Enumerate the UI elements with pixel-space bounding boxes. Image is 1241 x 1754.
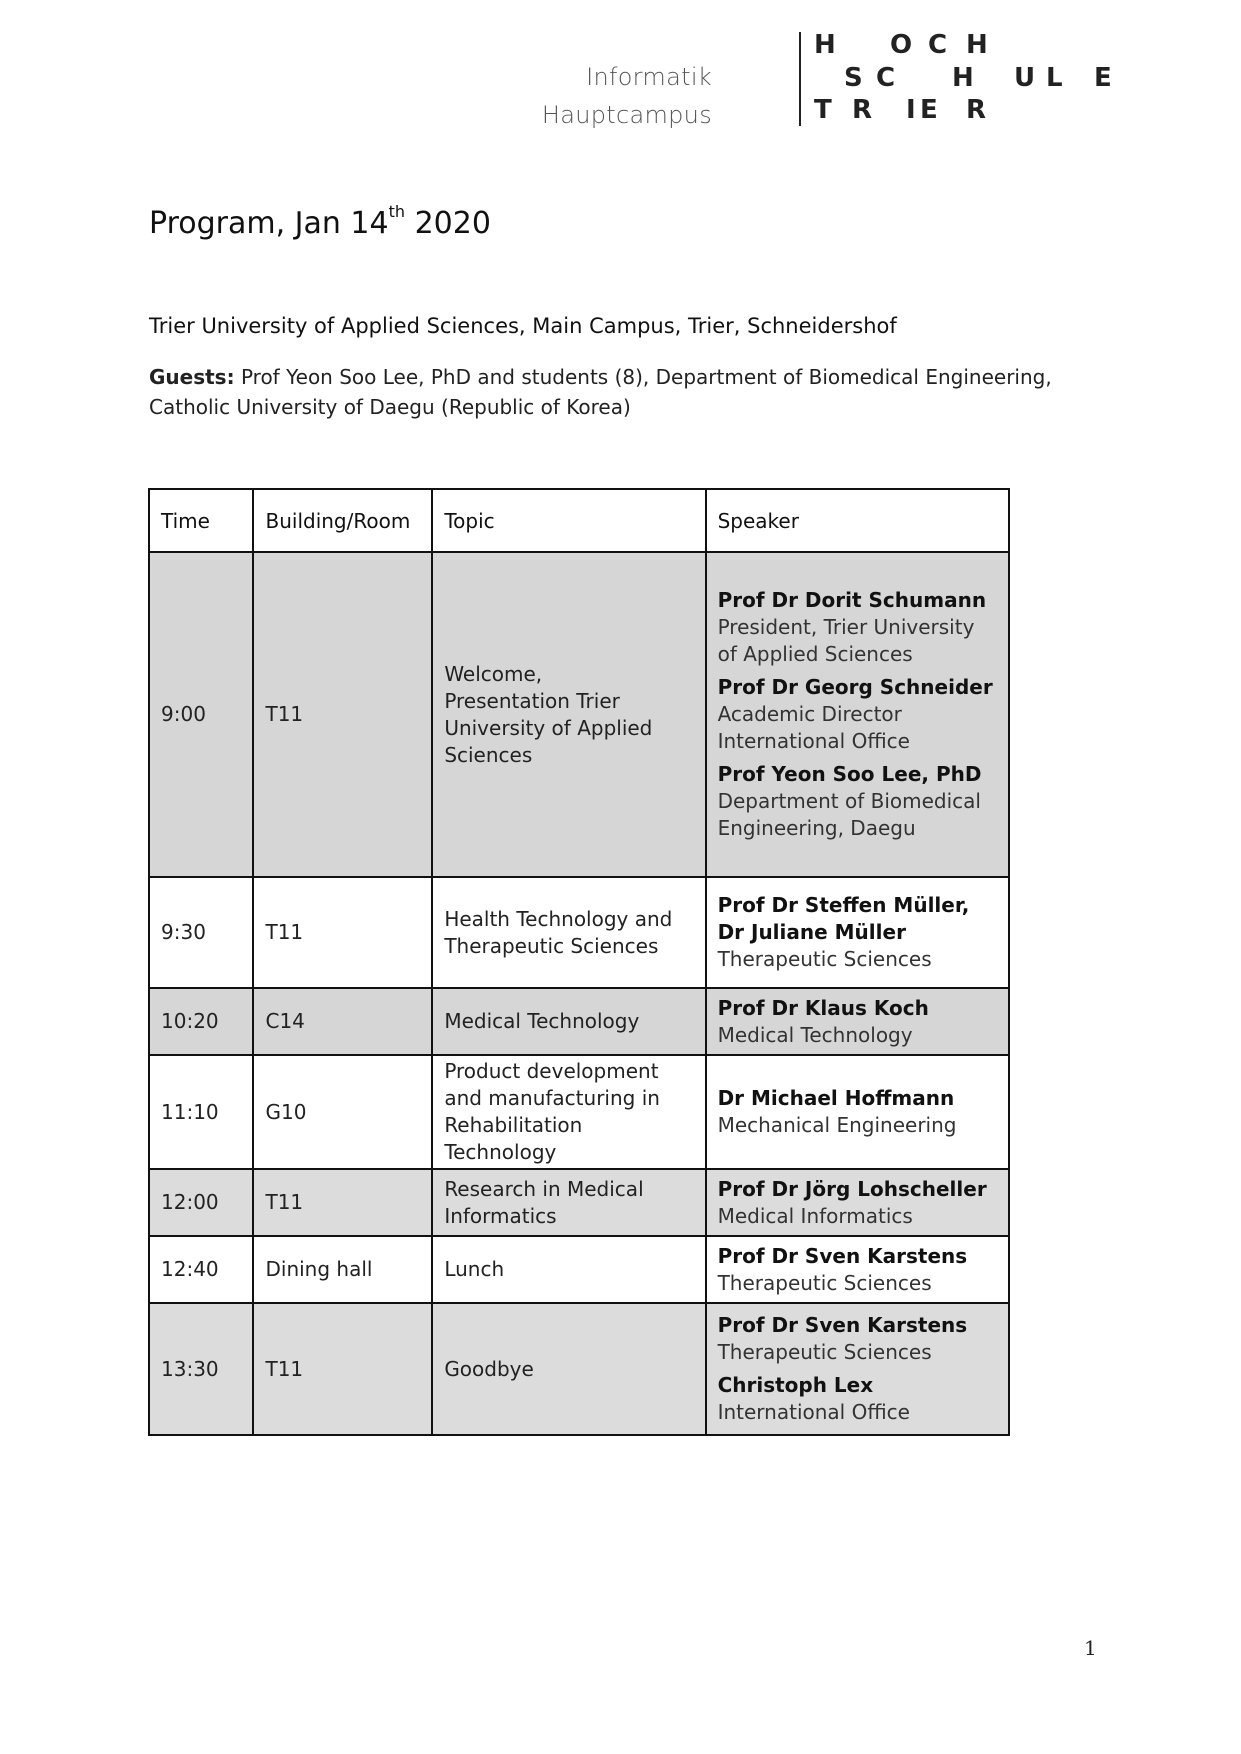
logo-row-3: T R I E R <box>814 95 987 125</box>
time-cell: 9:00 <box>149 552 253 877</box>
logo-row-2: S C H U L E <box>844 63 1112 93</box>
table-row <box>149 1169 1009 1236</box>
column-header-time: Time <box>149 489 253 552</box>
logo-row-1: H O C H <box>814 30 988 60</box>
guests-text: Prof Yeon Soo Lee, PhD and students (8), Department of Biomedical Engineering, Catholic University of Daegu (Republic of Korea) <box>149 365 1052 419</box>
speaker-cell <box>706 1055 1009 1169</box>
room-cell: Dining hall <box>253 1236 432 1303</box>
speaker-name: Christoph Lex <box>717 1373 874 1397</box>
room-cell: T11 <box>253 1169 432 1236</box>
title-superscript: th <box>388 202 406 221</box>
room-cell: T11 <box>253 1303 432 1435</box>
table-row <box>149 552 1009 877</box>
column-header-speaker: Speaker <box>706 489 1009 552</box>
time-cell: 12:00 <box>149 1169 253 1236</box>
program-table <box>148 488 1010 1436</box>
speaker-role: Mechanical Engineering <box>717 1113 957 1137</box>
speaker-name: Prof Dr Sven Karstens <box>717 1313 968 1337</box>
speaker-name: Prof Dr Dorit Schumann <box>717 588 987 612</box>
time-cell: 13:30 <box>149 1303 253 1435</box>
time-cell: 12:40 <box>149 1236 253 1303</box>
department-label: Informatik <box>586 63 712 91</box>
table-row <box>149 877 1009 988</box>
time-cell: 9:30 <box>149 877 253 988</box>
speaker-cell <box>706 988 1009 1055</box>
page-title <box>149 202 491 241</box>
speaker-name: Dr Michael Hoffmann <box>717 1086 955 1110</box>
table-row <box>149 1303 1009 1435</box>
title-text: Program, Jan 14 <box>149 206 389 241</box>
room-cell: C14 <box>253 988 432 1055</box>
page-number: 1 <box>1084 1636 1097 1660</box>
speaker-name: Prof Yeon Soo Lee, PhD <box>717 762 982 786</box>
time-cell: 10:20 <box>149 988 253 1055</box>
speaker-role: Medical Informatics <box>717 1203 913 1228</box>
hochschule-trier-logo <box>814 30 1114 130</box>
table-row <box>149 1055 1009 1169</box>
speaker-role: Academic Director International Office <box>717 702 910 753</box>
time-cell: 11:10 <box>149 1055 253 1169</box>
speaker-role: Medical Technology <box>717 1022 913 1047</box>
topic-cell: Health Technology and Therapeutic Sciences <box>432 877 705 988</box>
speaker-role: Therapeutic Sciences <box>717 1340 932 1364</box>
guests-label: Guests: <box>149 365 235 389</box>
table-header-row <box>149 489 1009 552</box>
speaker-cell <box>706 1236 1009 1303</box>
column-header-topic: Topic <box>432 489 705 552</box>
speaker-cell <box>706 552 1009 877</box>
speaker-role: Department of Biomedical Engineering, Daegu <box>717 789 981 840</box>
speaker-cell <box>706 1303 1009 1435</box>
speaker-role: International Office <box>717 1400 910 1424</box>
topic-cell: Welcome, Presentation Trier University of Applied Sciences <box>432 552 705 877</box>
speaker-role: President, Trier University of Applied Sciences <box>717 615 975 666</box>
table-row <box>149 988 1009 1055</box>
speaker-cell <box>706 1169 1009 1236</box>
topic-cell: Lunch <box>432 1236 705 1303</box>
location-line: Trier University of Applied Sciences, Main Campus, Trier, Schneidershof <box>149 314 897 338</box>
topic-cell: Medical Technology <box>432 988 705 1055</box>
guests-paragraph <box>149 362 1109 422</box>
topic-cell: Product development and manufacturing in Rehabilitation Technology <box>432 1055 705 1169</box>
institution-header <box>542 58 712 134</box>
column-header-room: Building/Room <box>253 489 432 552</box>
speaker-name: Prof Dr Steffen Müller, Dr Juliane Müller <box>717 893 970 944</box>
room-cell: G10 <box>253 1055 432 1169</box>
topic-cell: Goodbye <box>432 1303 705 1435</box>
room-cell: T11 <box>253 552 432 877</box>
title-year: 2020 <box>405 206 491 241</box>
speaker-name: Prof Dr Sven Karstens <box>717 1243 968 1268</box>
table-row <box>149 1236 1009 1303</box>
topic-cell: Research in Medical Informatics <box>432 1169 705 1236</box>
speaker-name: Prof Dr Georg Schneider <box>717 675 993 699</box>
speaker-role: Therapeutic Sciences <box>717 947 932 971</box>
speaker-cell <box>706 877 1009 988</box>
header-divider <box>799 32 801 126</box>
speaker-role: Therapeutic Sciences <box>717 1270 932 1295</box>
room-cell: T11 <box>253 877 432 988</box>
campus-label: Hauptcampus <box>541 101 712 129</box>
speaker-name: Prof Dr Jörg Lohscheller <box>717 1176 987 1201</box>
speaker-name: Prof Dr Klaus Koch <box>717 995 929 1020</box>
